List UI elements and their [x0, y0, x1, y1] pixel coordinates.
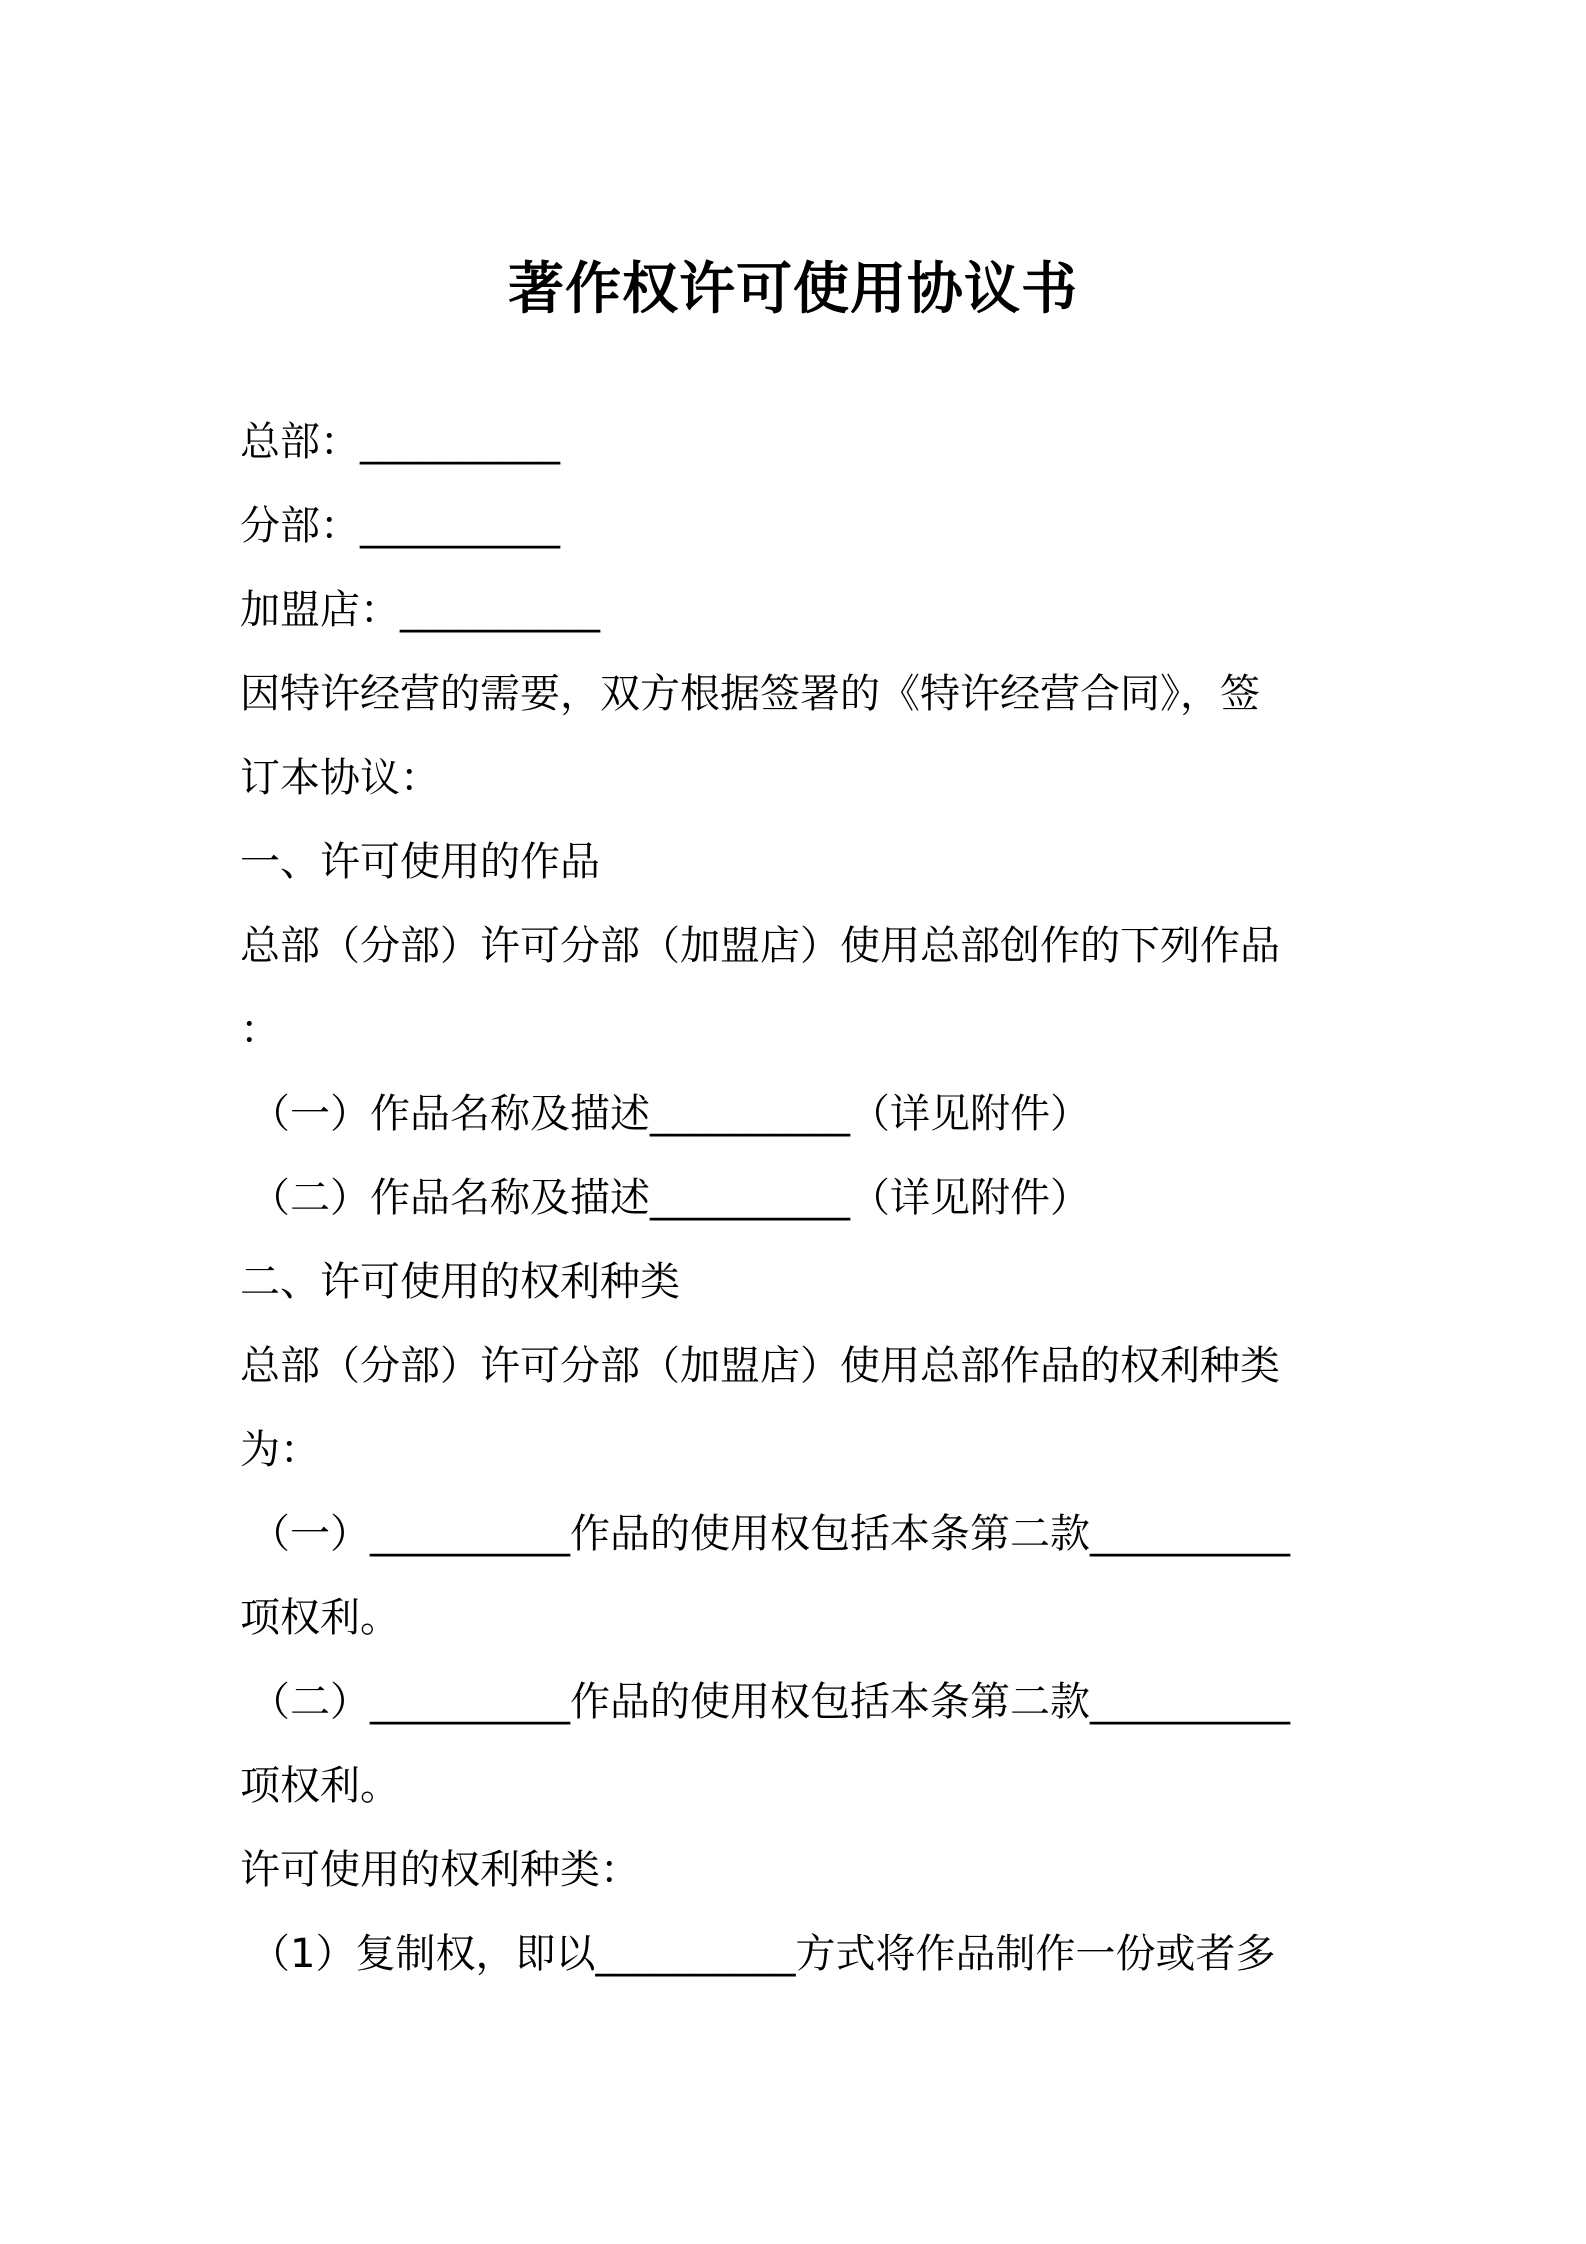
section-1-heading: 一、许可使用的作品	[240, 839, 600, 885]
document-title: 著作权许可使用协议书	[508, 257, 1078, 322]
section-1-text-line-2: ：	[240, 1007, 280, 1053]
section-2-heading: 二、许可使用的权利种类	[240, 1259, 680, 1305]
preamble-line-2: 订本协议：	[240, 755, 440, 801]
work-item-2: （二）作品名称及描述__________（详见附件）	[250, 1175, 1090, 1221]
preamble-line-1: 因特许经营的需要，双方根据签署的《特许经营合同》，签	[240, 671, 1260, 717]
branch-line: 分部：__________	[240, 503, 560, 549]
rights-item-1-line-2: 项权利。	[240, 1595, 400, 1641]
document-body	[240, 400, 1360, 1996]
rights-types-heading: 许可使用的权利种类：	[240, 1847, 640, 1893]
section-2-text-line-1: 总部（分部）许可分部（加盟店）使用总部作品的权利种类	[240, 1343, 1280, 1389]
section-2-text-line-2: 为：	[240, 1427, 320, 1473]
franchise-store-line: 加盟店：__________	[240, 587, 600, 633]
rights-item-1-line-1: （一）__________作品的使用权包括本条第二款__________	[250, 1511, 1290, 1557]
rights-item-2-line-2: 项权利。	[240, 1763, 400, 1809]
headquarters-line: 总部：__________	[240, 419, 560, 465]
copy-right-line: （1）复制权，即以__________方式将作品制作一份或者多	[250, 1931, 1276, 1977]
rights-item-2-line-1: （二）__________作品的使用权包括本条第二款__________	[250, 1679, 1290, 1725]
section-1-text-line-1: 总部（分部）许可分部（加盟店）使用总部创作的下列作品	[240, 923, 1280, 969]
work-item-1: （一）作品名称及描述__________（详见附件）	[250, 1091, 1090, 1137]
